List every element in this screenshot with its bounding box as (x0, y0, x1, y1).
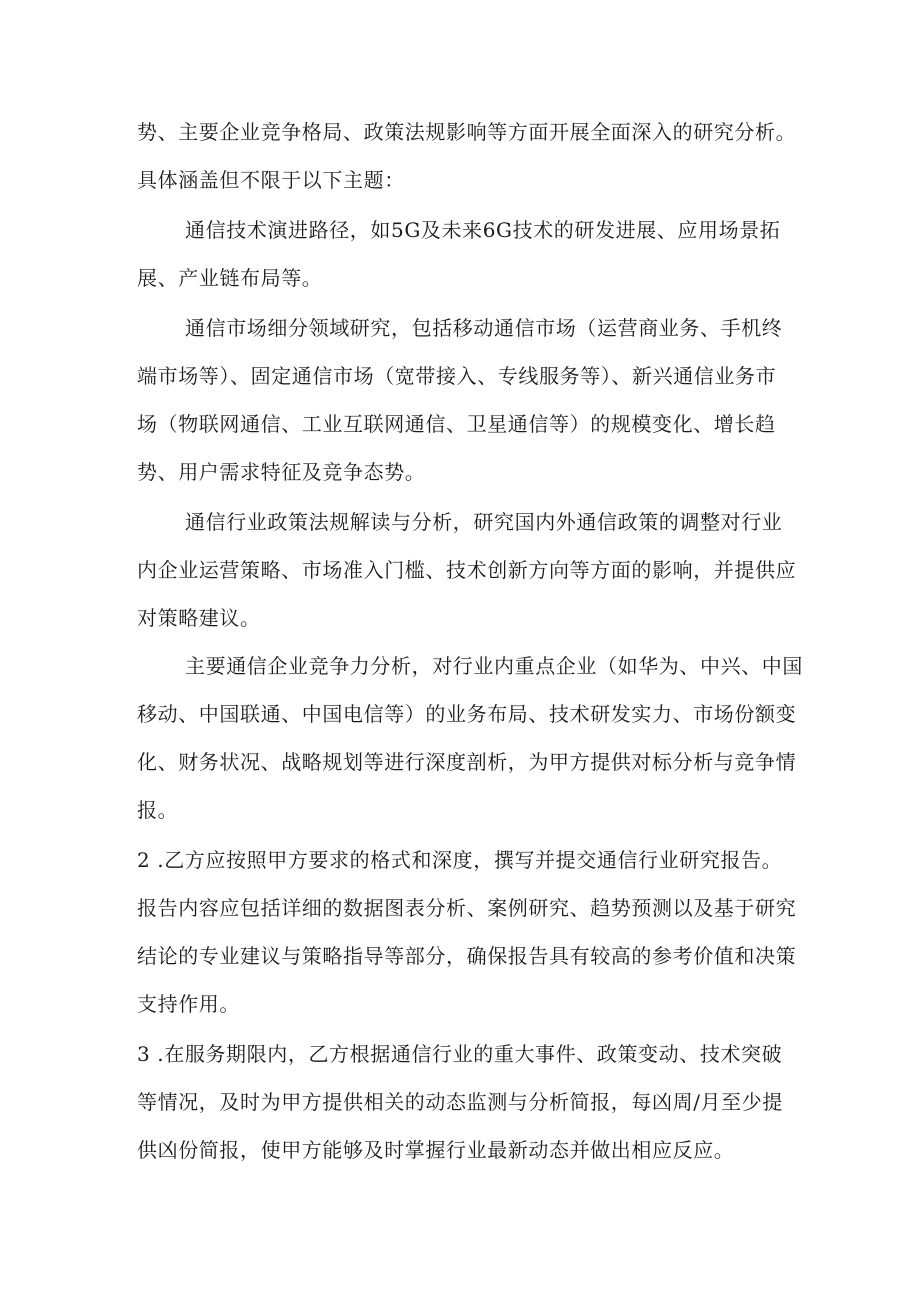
paragraph-line: 通信市场细分领域研究，包括移动通信市场（运营商业务、手机终 (185, 316, 783, 340)
paragraph-line: 报。 (137, 798, 179, 822)
list-item-3: 3 .在服务期限内，乙方根据通信行业的重大事件、政策变动、技术突破 (137, 1042, 783, 1066)
paragraph-line: 通信技术演进路径，如5G及未来6G技术的研发进展、应用场景拓 (185, 218, 781, 242)
paragraph-line: 端市场等）、固定通信市场（宽带接入、专线服务等）、新兴通信业务市 (137, 364, 777, 388)
paragraph-line: 移动、中国联通、中国电信等）的业务布局、技术研发实力、市场份额变 (137, 702, 797, 726)
paragraph-line: 对策略建议。 (137, 606, 261, 630)
paragraph-line: 化、财务状况、战略规划等进行深度剖析，为甲方提供对标分析与竞争情 (137, 750, 797, 774)
paragraph-line: 等情况，及时为甲方提供相关的动态监测与分析简报，每凶周/月至少提 (137, 1090, 783, 1114)
paragraph-line: 主要通信企业竞争力分析，对行业内重点企业（如华为、中兴、中国 (185, 654, 803, 678)
paragraph-line: 供凶份简报，使甲方能够及时掌握行业最新动态并做出相应反应。 (137, 1138, 735, 1162)
paragraph-line: 结论的专业建议与策略指导等部分，确保报告具有较高的参考价值和决策 (137, 944, 797, 968)
paragraph-line: 报告内容应包括详细的数据图表分析、案例研究、趋势预测以及基于研究 (137, 896, 797, 920)
paragraph-line: 势、主要企业竞争格局、政策法规影响等方面开展全面深入的研究分析。 (137, 120, 797, 144)
paragraph-line: 场（物联网通信、工业互联网通信、卫星通信等）的规模变化、增长趋 (137, 412, 776, 436)
paragraph-line: 支持作用。 (137, 992, 240, 1016)
paragraph-line: 通信行业政策法规解读与分析，研究国内外通信政策的调整对行业 (185, 510, 783, 534)
paragraph-line: 具体涵盖但不限于以下主题： (137, 168, 405, 192)
paragraph-line: 内企业运营策略、市场准入门槛、技术创新方向等方面的影响，并提供应 (137, 558, 797, 582)
paragraph-line: 展、产业链布局等。 (137, 266, 323, 290)
paragraph-line: 势、用户需求特征及竞争态势。 (137, 460, 426, 484)
list-item-2: 2 .乙方应按照甲方要求的格式和深度，撰写并提交通信行业研究报告。 (137, 848, 783, 872)
